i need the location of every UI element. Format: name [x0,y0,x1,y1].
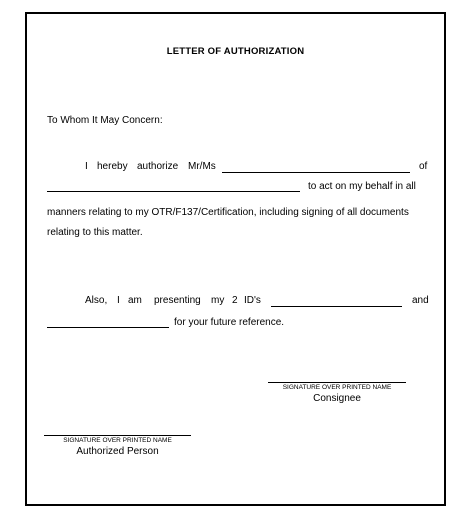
para1-word-authorize: authorize [137,161,179,172]
para1-word-hereby: hereby [97,161,128,172]
para1-line2-text: to act on my behalf in all [308,181,416,192]
para1-word-mrms: Mr/Ms [188,161,216,172]
para1-line4-text: relating to this matter. [47,227,143,238]
id-one-blank[interactable] [271,306,402,307]
authorized-signature-label: SIGNATURE OVER PRINTED NAME [63,437,172,444]
para2-word-ids: ID's [244,295,261,306]
para1-line3-text: manners relating to my OTR/F137/Certification, including signing of all documents [47,207,409,218]
consignee-signature-line[interactable] [268,382,406,383]
para2-word-am: am [128,295,142,306]
authorized-name-blank[interactable] [222,172,410,173]
para2-word-presenting: presenting [154,295,201,306]
organization-blank[interactable] [47,191,300,192]
consignee-name: Consignee [313,393,361,404]
id-two-blank[interactable] [47,327,169,328]
authorized-signature-line[interactable] [44,435,191,436]
para2-word-2: 2 [232,295,238,306]
para1-word-i: I [85,161,88,172]
salutation: To Whom It May Concern: [47,115,163,126]
para2-word-and: and [412,295,429,306]
consignee-signature-label: SIGNATURE OVER PRINTED NAME [282,384,392,391]
para1-word-of: of [419,161,428,172]
para2-word-my: my [211,295,225,306]
authorized-person-name: Authorized Person [76,446,159,457]
letter-title: LETTER OF AUTHORIZATION [166,46,305,57]
para2-word-i: I [117,295,120,306]
letter-page [25,12,446,506]
para2-word-also: Also, [85,295,108,306]
para2-line2-text: for your future reference. [174,317,285,328]
